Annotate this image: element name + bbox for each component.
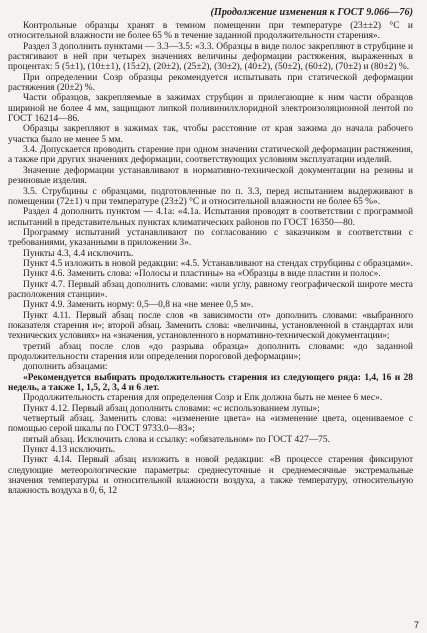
paragraph: Программу испытаний устанавливают по согласованию с заказчиком в соответствии с требованиями, указанными в приложении 3». bbox=[8, 227, 413, 249]
paragraph: 3.4. Допускается проводить старение при одном значении статической деформации растяжения, а также при других значениях деформации, соответствующих условиям эксплуатации изделий. bbox=[8, 145, 413, 166]
paragraph: При определении Cозр образцы рекомендуется испытывать при статической деформации растяжения (20±2) %. bbox=[8, 72, 413, 94]
paragraph: Раздел 4 дополнить пунктом — 4.1а: «4.1а. Испытания проводят в соответствии с программой испытаний в представительных пунктах климатических районов по ГОСТ 16350—80. bbox=[8, 207, 413, 228]
page-number: 7 bbox=[413, 620, 419, 630]
paragraph: Пункт 4.7. Первый абзац дополнить словами: «или углу, равному географической широте места расположения станции». bbox=[8, 279, 413, 300]
paragraph: Пункт 4.11. Первый абзац после слов «в зависимости от» дополнить словами: «выбранного показателя старения и»; второй абзац. Заменить слова: «величины, установленной в стандартах или технических условиях» на «значения, установленного в нормативно-технической документации»; bbox=[8, 310, 413, 342]
paragraph: Значение деформации устанавливают в нормативно-технической документации на резины и резиновые изделия. bbox=[8, 165, 413, 187]
paragraph: 3.5. Струбцины с образцами, подготовленные по п. 3.3, перед испытанием выдерживают в помещении (72±1) ч при температуре (23±2) °С и относительной влажности не более 65 %». bbox=[8, 186, 413, 207]
paragraph: Продолжительность старения для определения Cозр и Eпк должна быть не менее 6 мес». bbox=[23, 393, 383, 404]
paragraph: «Рекомендуется выбирать продолжительность старения из следующего ряда: 1,4, 16 и 28 недель, а также 1, 1,5, 2, 3, 4 и 6 лет. bbox=[8, 372, 413, 394]
paragraph: дополнить абзацами: bbox=[23, 362, 108, 373]
paragraph: Пункт 4.13 исключить. bbox=[23, 445, 116, 456]
paragraph: Контрольные образцы хранят в темном помещении при температуре (23±±2) °С и относительной влажности не более 65 % в течение заданной продолжительности старения». bbox=[8, 21, 413, 42]
paragraph: Образцы закрепляют в зажимах так, чтобы расстояние от края зажима до начала рабочего участка было не менее 5 мм. bbox=[8, 124, 413, 145]
paragraph: четвертый абзац. Заменить слова: «изменение цвета» на «изменение цвета, оцениваемое с помощью серой шкалы по ГОСТ 9733.0—83»; bbox=[8, 414, 413, 435]
page-header: (Продолжение изменения к ГОСТ 9.066—76) bbox=[210, 7, 413, 18]
paragraph: третий абзац после слов «до разрыва образца» дополнить словами: «до заданной продолжительности старения или определения пороговой деформации»; bbox=[8, 341, 413, 362]
paragraph: Пункт 4.5 изложить в новой редакции: «4.5. Устанавливают на стендах струбцины с образцами». bbox=[23, 258, 413, 269]
paragraph: пятый абзац. Исключить слова и ссылку: «обязательном» по ГОСТ 427—75. bbox=[23, 434, 330, 445]
paragraph: Раздел 3 дополнить пунктами — 3.3—3.5: «3.3. Образцы в виде полос закрепляют в струбцине и растягивают в ней при четырех значениях величины деформации растяжения, выраженных в процентах: 5 (5±1), (10±±1), (15±2), (20±2), (25±2), (30±2), (40±2), (50±2), (60±2), (70±2) и (80±2) %. bbox=[8, 41, 413, 73]
paragraph: Пункт 4.14. Первый абзац изложить в новой редакции: «В процессе старения фиксируют следующие метеорологические параметры: среднесуточные и среднемесячные экстремальные значения температуры и относительной влажности воздуха, а также температуру, относительную влажность воздуха в 0, 6, 12 bbox=[8, 455, 413, 497]
paragraph: Части образцов, закрепляемые в зажимах струбцин и прилегающие к ним части образцов шириной не более 4 мм, защищают липкой поливинилхлоридной электроизоляционной лентой по ГОСТ 16214—86. bbox=[8, 93, 413, 125]
paragraph: Пункт 4.6. Заменить слова: «Полосы и пластины» на «Образцы в виде пластин и полос». bbox=[23, 269, 381, 280]
page-body bbox=[8, 21, 413, 497]
paragraph: Пункт 4.9. Заменить норму: 0,5—0,8 на «не менее 0,5 м». bbox=[23, 300, 254, 311]
paragraph: Пункты 4.3, 4.4 исключить. bbox=[23, 248, 134, 259]
paragraph: Пункт 4.12. Первый абзац дополнить словами: «с использованием лупы»; bbox=[23, 403, 320, 414]
